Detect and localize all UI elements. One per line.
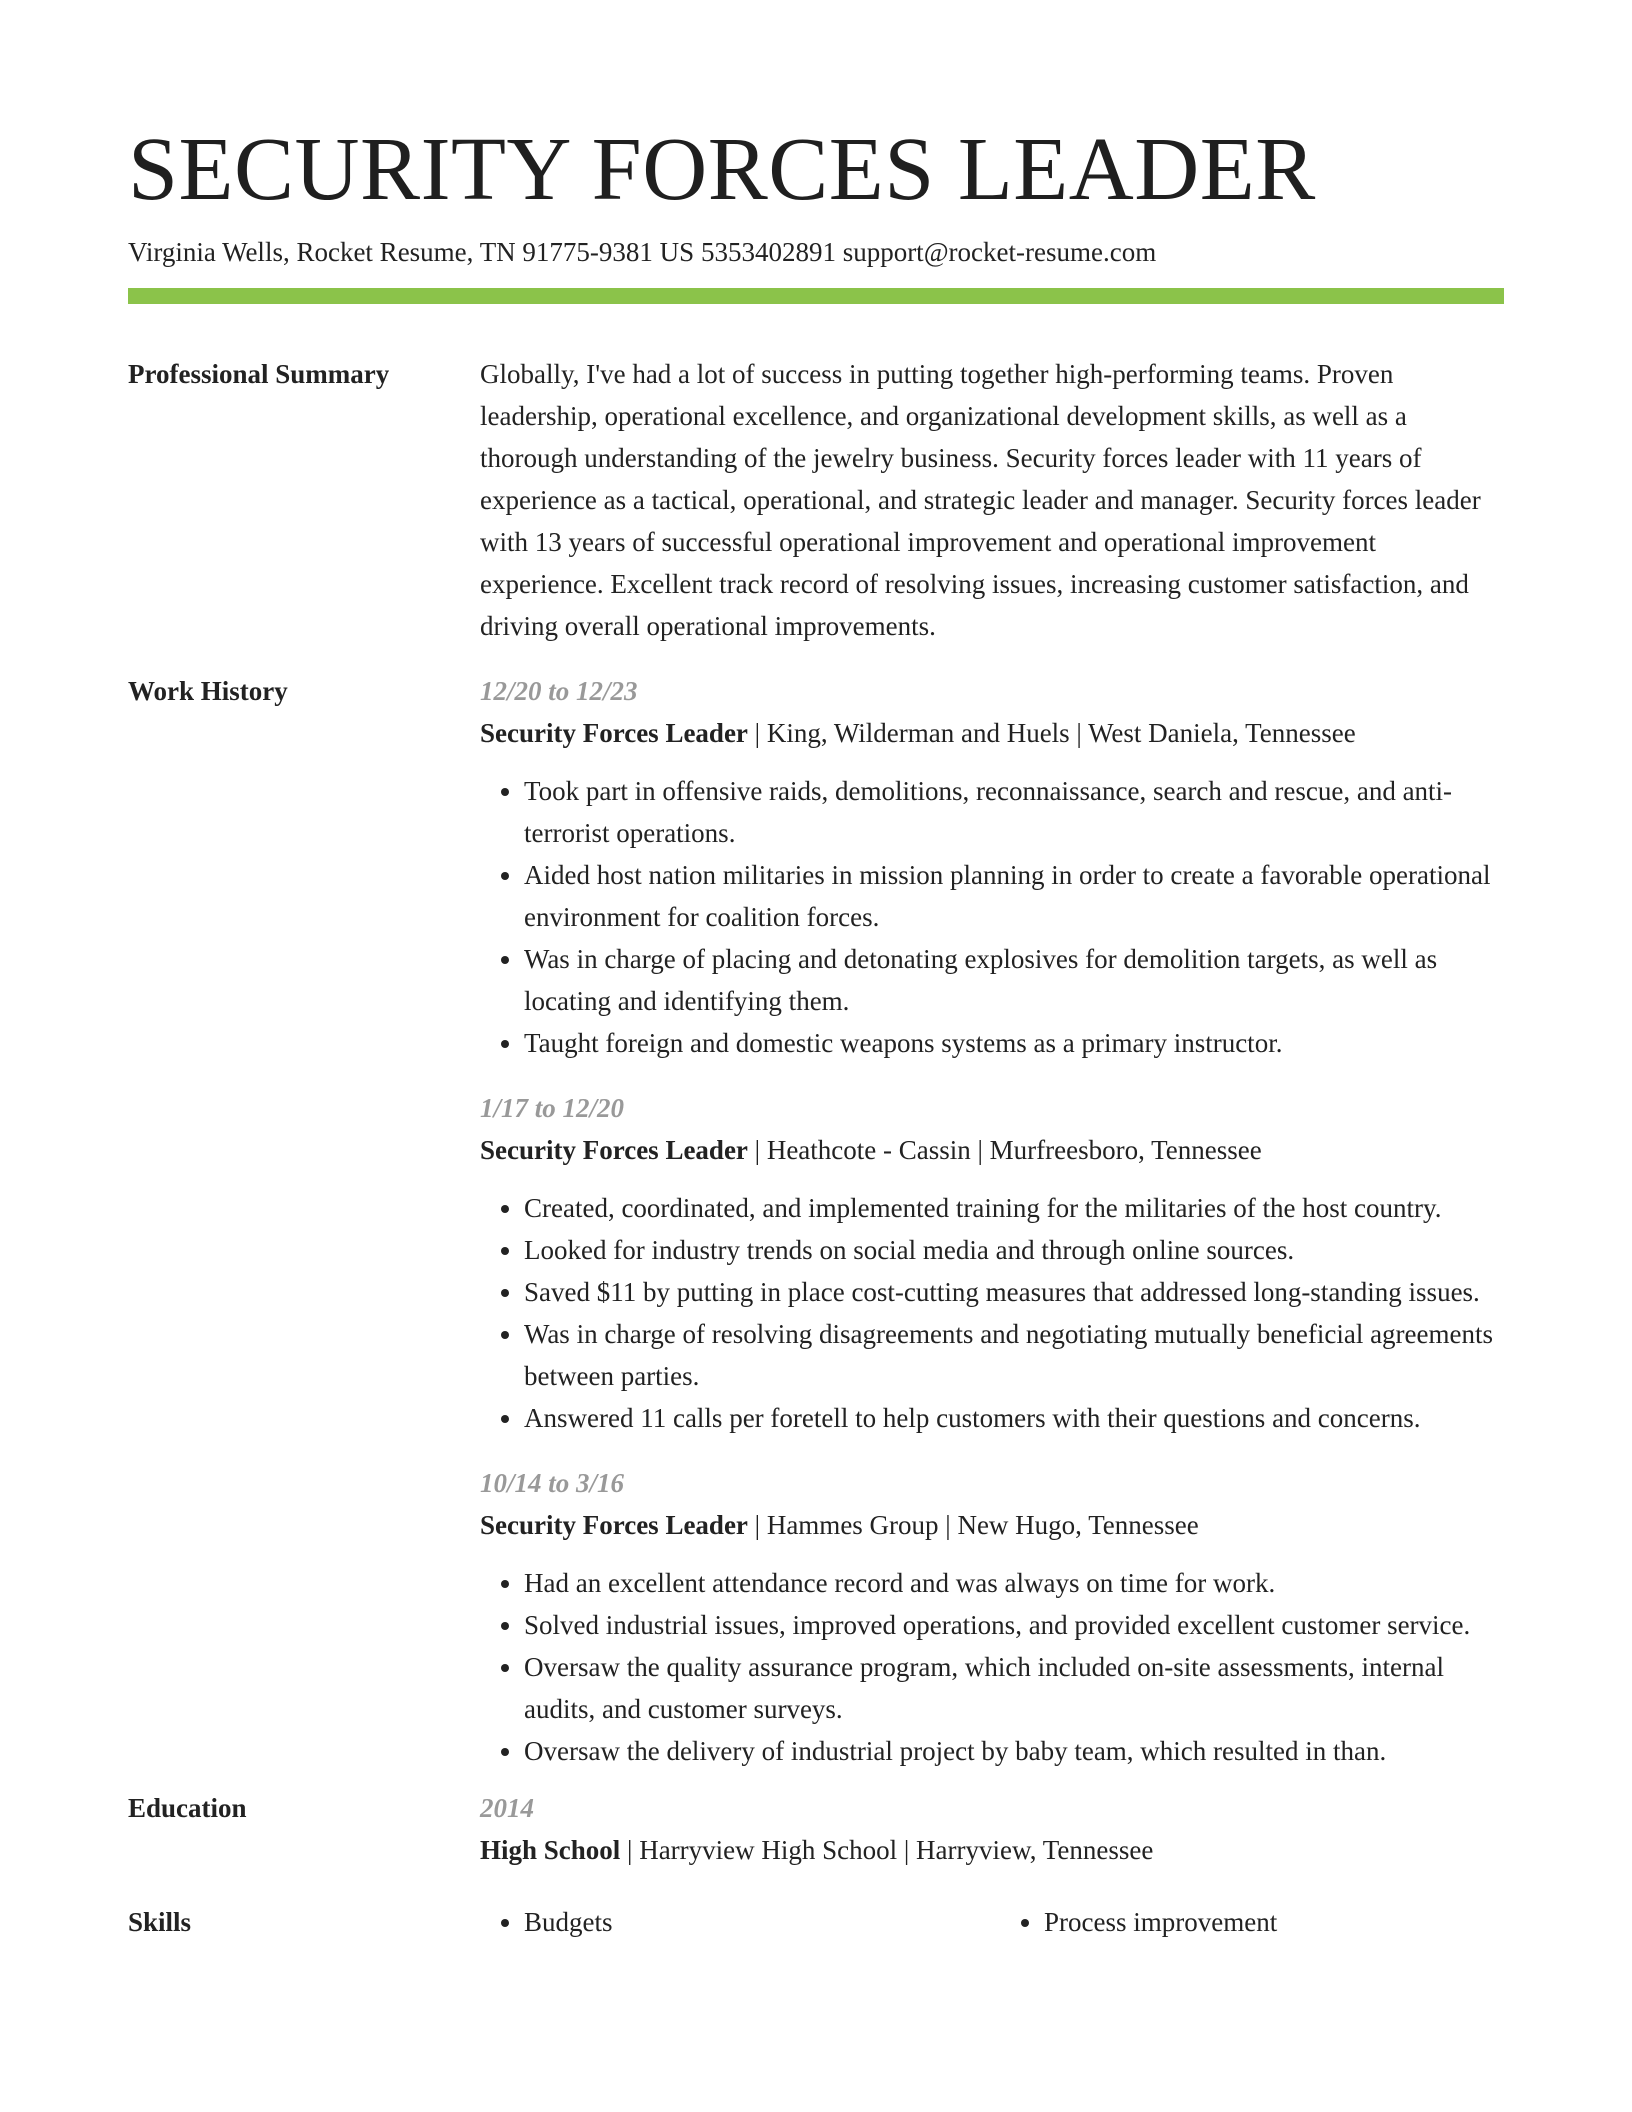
summary-text: Globally, I've had a lot of success in putting together high-performing teams. Proven leadership, operational excellence, and organizational development skills, as well as a thorough understanding of the jewelry business. Security forces leader with 11 years of experience as a tactical, operational, and strategic leader and manager. Security forces leader with 13 years of successful operational improvement and operational improvement experience. Excellent track record of resolving issues, increasing customer satisfaction, and driving overall operational improvements. bbox=[480, 359, 1481, 641]
skills-column-left bbox=[480, 1901, 984, 1943]
job-dates: 10/14 to 3/16 bbox=[480, 1468, 625, 1498]
education-body bbox=[480, 1787, 1504, 1871]
job-bullets bbox=[480, 1187, 1504, 1439]
resume-page bbox=[128, 118, 1504, 1943]
job-details: | King, Wilderman and Huels | West Daniela, Tennessee bbox=[747, 718, 1356, 748]
contact-location: TN 91775-9381 US bbox=[479, 237, 695, 267]
work-history-label: Work History bbox=[128, 676, 288, 706]
education-year: 2014 bbox=[480, 1793, 534, 1823]
job-bullet: • Was in charge of resolving disagreements and negotiating mutually beneficial agreements between parties. bbox=[524, 1313, 1504, 1397]
job-bullet: • Had an excellent attendance record and was always on time for work. bbox=[524, 1562, 1504, 1604]
education-degree: High School bbox=[480, 1835, 621, 1865]
job-bullet: • Answered 11 calls per foretell to help customers with their questions and concerns. bbox=[524, 1397, 1504, 1439]
contact-company: Rocket Resume, bbox=[296, 237, 474, 267]
skills-column-right bbox=[984, 1901, 1504, 1943]
job-dates: 12/20 to 12/23 bbox=[480, 676, 638, 706]
summary-section bbox=[128, 353, 1504, 647]
work-history-body bbox=[480, 670, 1504, 1772]
job-bullet: • Looked for industry trends on social media and through online sources. bbox=[524, 1229, 1504, 1271]
skills-grid bbox=[480, 1901, 1504, 1943]
contact-line bbox=[128, 234, 1504, 270]
summary-label: Professional Summary bbox=[128, 359, 390, 389]
skills-label: Skills bbox=[128, 1907, 192, 1937]
job-bullets bbox=[480, 1562, 1504, 1772]
job-title: Security Forces Leader bbox=[480, 1135, 748, 1165]
skill-item: • Process improvement bbox=[1044, 1901, 1504, 1943]
job-entry bbox=[480, 670, 1504, 1064]
job-bullet: • Aided host nation militaries in mission planning in order to create a favorable operational environment for coalition forces. bbox=[524, 854, 1504, 938]
job-entry bbox=[480, 1462, 1504, 1772]
job-bullet: • Oversaw the delivery of industrial project by baby team, which resulted in than. bbox=[524, 1730, 1504, 1772]
job-title: Security Forces Leader bbox=[480, 718, 748, 748]
job-bullet: • Oversaw the quality assurance program, which included on-site assessments, internal audits, and customer surveys. bbox=[524, 1646, 1504, 1730]
job-details: | Hammes Group | New Hugo, Tennessee bbox=[747, 1510, 1199, 1540]
job-title-line bbox=[480, 1129, 1504, 1171]
job-bullet: • Created, coordinated, and implemented training for the militaries of the host country. bbox=[524, 1187, 1504, 1229]
resume-title: SECURITY FORCES LEADER bbox=[128, 120, 1316, 219]
job-entry bbox=[480, 1087, 1504, 1439]
contact-phone: 5353402891 bbox=[700, 237, 836, 267]
job-bullets bbox=[480, 770, 1504, 1064]
job-title-line bbox=[480, 712, 1504, 754]
job-details: | Heathcote - Cassin | Murfreesboro, Tennessee bbox=[747, 1135, 1262, 1165]
education-details: | Harryview High School | Harryview, Tennessee bbox=[620, 1835, 1154, 1865]
contact-email: support@rocket-resume.com bbox=[842, 237, 1157, 267]
job-title: Security Forces Leader bbox=[480, 1510, 748, 1540]
skills-section bbox=[128, 1901, 1504, 1943]
work-history-section bbox=[128, 670, 1504, 1772]
education-label: Education bbox=[128, 1793, 247, 1823]
education-line bbox=[480, 1829, 1504, 1871]
skill-item: • Budgets bbox=[524, 1901, 984, 1943]
job-bullet: • Was in charge of placing and detonating explosives for demolition targets, as well as locating and identifying them. bbox=[524, 938, 1504, 1022]
header-divider bbox=[128, 288, 1504, 304]
education-section bbox=[128, 1787, 1504, 1871]
job-title-line bbox=[480, 1504, 1504, 1546]
job-bullet: • Solved industrial issues, improved operations, and provided excellent customer service. bbox=[524, 1604, 1504, 1646]
job-bullet: • Saved $11 by putting in place cost-cutting measures that addressed long-standing issues. bbox=[524, 1271, 1504, 1313]
job-bullet: • Took part in offensive raids, demolitions, reconnaissance, search and rescue, and anti-terrorist operations. bbox=[524, 770, 1504, 854]
contact-person: Virginia Wells, bbox=[128, 237, 290, 267]
job-dates: 1/17 to 12/20 bbox=[480, 1093, 625, 1123]
job-bullet: • Taught foreign and domestic weapons systems as a primary instructor. bbox=[524, 1022, 1504, 1064]
